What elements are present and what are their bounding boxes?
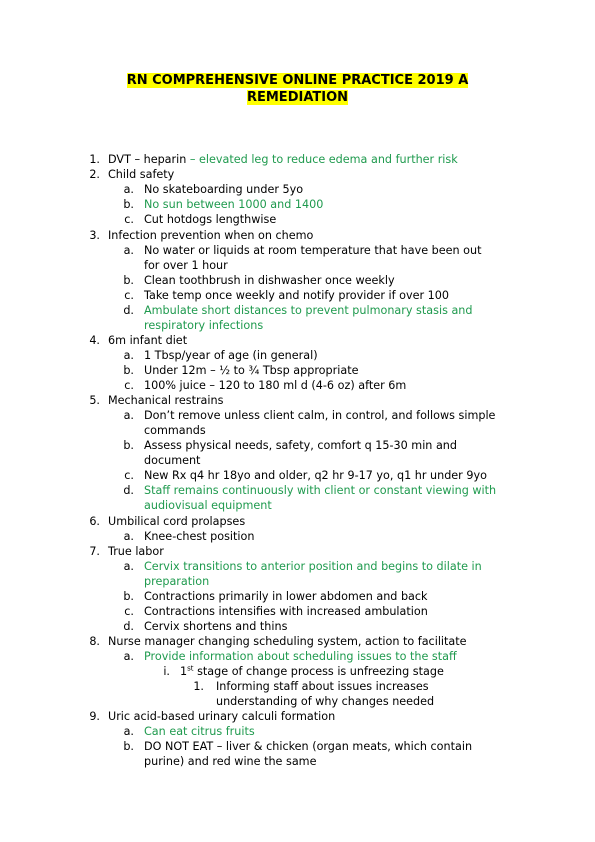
list-item: Mechanical restrains [108, 394, 224, 407]
sub-item-continuation: for over 1 hour [144, 259, 228, 272]
sub-item-answer: Cervix transitions to anterior position and begins to dilate in [144, 560, 482, 573]
sub-item-continuation: document [144, 454, 201, 467]
list-marker: 2. [89, 168, 100, 181]
sub-item: 1 Tbsp/year of age (in general) [144, 349, 318, 362]
sub-item: New Rx q4 hr 18yo and older, q2 hr 9-17 yo, q1 hr under 9yo [144, 469, 487, 482]
sub-marker: d. [123, 304, 134, 317]
sub-marker: a. [123, 530, 134, 543]
sub-marker: a. [123, 409, 134, 422]
sub-item: Cervix shortens and thins [144, 620, 288, 633]
sub-item-answer-continuation: respiratory infections [144, 319, 264, 332]
sub-marker: b. [123, 364, 134, 377]
list-marker: 8. [89, 635, 100, 648]
sub-marker: b. [123, 740, 134, 753]
sub-marker: b. [123, 274, 134, 287]
sub-item: Don’t remove unless client calm, in control, and follows simple [144, 409, 496, 422]
document-title [0, 72, 595, 106]
sub-item: 100% juice – 120 to 180 ml d (4-6 oz) after 6m [144, 379, 407, 392]
ordinal-suffix: st [187, 664, 194, 673]
sub-marker: c. [124, 289, 134, 302]
sub-item-answer-continuation: preparation [144, 575, 210, 588]
sub-marker: a. [123, 349, 134, 362]
sub-item-answer: Ambulate short distances to prevent pulmonary stasis and [144, 304, 473, 317]
sub-item: DO NOT EAT – liver & chicken (organ meats, which contain [144, 740, 473, 753]
list-marker: 9. [89, 710, 100, 723]
list-item: Umbilical cord prolapses [108, 515, 246, 528]
sub-item: No water or liquids at room temperature that have been out [144, 244, 482, 257]
sub-item: Contractions primarily in lower abdomen and back [144, 590, 428, 603]
sub-item: Knee-chest position [144, 530, 255, 543]
list-marker: 1. [89, 153, 100, 166]
list-marker: 4. [89, 334, 100, 347]
sub-marker: a. [123, 560, 134, 573]
sub-item: Under 12m – ½ to ¾ Tbsp appropriate [144, 364, 359, 377]
sub-marker: c. [124, 469, 134, 482]
list-item [108, 152, 458, 167]
sub-item: Clean toothbrush in dishwasher once weekly [144, 274, 395, 287]
sub-marker: b. [123, 439, 134, 452]
sub-item: Cut hotdogs lengthwise [144, 213, 277, 226]
list-item: Nurse manager changing scheduling system, action to facilitate [108, 635, 467, 648]
sub-marker: c. [124, 379, 134, 392]
nested-item-text: stage of change process is unfreezing stage [193, 665, 444, 678]
sub-item-answer: Can eat citrus fruits [144, 725, 255, 738]
list-marker: 5. [89, 394, 100, 407]
list-marker: 7. [89, 545, 100, 558]
list-item: Infection prevention when on chemo [108, 229, 314, 242]
sub-marker: c. [124, 605, 134, 618]
list-item: True labor [108, 545, 164, 558]
list-marker: 6. [89, 515, 100, 528]
sub-marker: b. [123, 590, 134, 603]
title-line-2: REMEDIATION [246, 90, 349, 105]
sub-item: No skateboarding under 5yo [144, 183, 304, 196]
sub-item: Take temp once weekly and notify provider if over 100 [144, 289, 449, 302]
sub-item-answer-continuation: audiovisual equipment [144, 499, 272, 512]
nested-item [180, 664, 444, 679]
sub-marker: d. [123, 484, 134, 497]
ordinal-number: 1 [180, 665, 188, 678]
sub-marker: a. [123, 650, 134, 663]
sub-marker: d. [123, 620, 134, 633]
list-marker: 3. [89, 229, 100, 242]
deep-nested-item: Informing staff about issues increases [216, 680, 429, 693]
item-text: DVT – heparin [108, 153, 187, 166]
sub-item-answer: No sun between 1000 and 1400 [144, 198, 324, 211]
list-item: Uric acid-based urinary calculi formation [108, 710, 336, 723]
sub-marker: a. [123, 183, 134, 196]
sub-item-continuation: purine) and red wine the same [144, 755, 317, 768]
title-line-1: RN COMPREHENSIVE ONLINE PRACTICE 2019 A [126, 73, 469, 88]
roman-marker: i. [163, 665, 170, 678]
sub-marker: c. [124, 213, 134, 226]
sub-marker: a. [123, 244, 134, 257]
sub-marker: a. [123, 725, 134, 738]
deep-nested-item-continuation: understanding of why changes needed [216, 695, 435, 708]
sub-item-answer: Provide information about scheduling issues to the staff [144, 650, 457, 663]
sub-marker: b. [123, 198, 134, 211]
list-item: Child safety [108, 168, 175, 181]
sub-item: Contractions intensifies with increased ambulation [144, 605, 428, 618]
numbered-marker: 1. [193, 680, 204, 693]
sub-item: Assess physical needs, safety, comfort q 15-30 min and [144, 439, 457, 452]
sub-item-answer: Staff remains continuously with client or constant viewing with [144, 484, 497, 497]
list-item: 6m infant diet [108, 334, 188, 347]
sub-item-continuation: commands [144, 424, 206, 437]
answer-text: – elevated leg to reduce edema and further risk [186, 153, 458, 166]
